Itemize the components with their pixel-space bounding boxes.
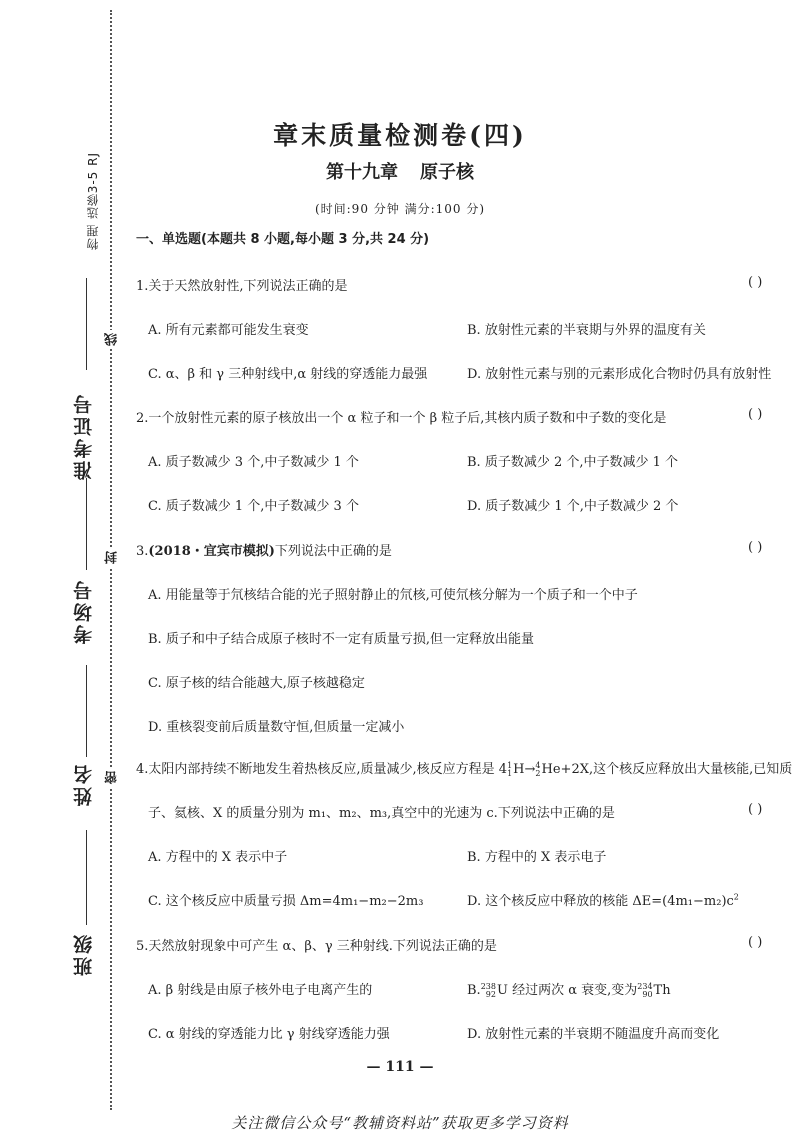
reaction-arrow: →: [524, 762, 536, 777]
question-5-option-d[interactable]: D. 放射性元素的半衰期不随温度升高而变化: [467, 1027, 720, 1042]
question-5-option-a[interactable]: A. β 射线是由原子核外电子电离产生的: [148, 983, 373, 998]
chapter-number: 第十九章: [326, 162, 398, 183]
thorium-nuclide-indices: [637, 983, 652, 999]
question-2-option-d[interactable]: D. 质子数减少 1 个,中子数减少 2 个: [467, 499, 679, 514]
question-3-option-c[interactable]: C. 原子核的结合能越大,原子核越稳定: [148, 676, 365, 691]
question-5-option-b-text: 经过两次 α 衰变,变为: [512, 983, 638, 998]
subject-label: 物理 选修3-5 RJ: [86, 152, 100, 251]
class-blank[interactable]: [86, 830, 87, 925]
question-4-option-c[interactable]: C. 这个核反应中质量亏损 Δm=4m₁−m₂−2m₃: [148, 894, 424, 909]
question-3-option-a[interactable]: A. 用能量等于氘核结合能的光子照射静止的氘核,可使氘核分解为一个质子和一个中子: [148, 588, 638, 603]
seal-word-secret: 密: [103, 768, 122, 787]
exam-id-blank[interactable]: [86, 278, 87, 370]
question-4-option-d-exponent: 2: [733, 892, 739, 902]
uranium-charge-number: 92: [485, 989, 496, 999]
question-2-answer-blank[interactable]: ( ): [748, 407, 763, 422]
question-4-stem-line-2: 子、氦核、X 的质量分别为 m₁、m₂、m₃,真空中的光速为 c.下列说法中正确的是: [148, 806, 615, 821]
question-1-option-c[interactable]: C. α、β 和 γ 三种射线中,α 射线的穿透能力最强: [148, 367, 428, 382]
chapter-topic: 原子核: [420, 162, 474, 183]
question-2-option-a[interactable]: A. 质子数减少 3 个,中子数减少 1 个: [148, 455, 359, 470]
uranium-symbol: U: [496, 983, 508, 998]
question-3-answer-blank[interactable]: ( ): [748, 540, 763, 555]
question-4-stem-line-1: [136, 758, 792, 778]
question-5-option-c[interactable]: C. α 射线的穿透能力比 γ 射线穿透能力强: [148, 1027, 390, 1042]
question-5-answer-blank[interactable]: ( ): [748, 935, 763, 950]
question-4-option-d[interactable]: [467, 890, 739, 909]
exam-room-blank[interactable]: [86, 478, 87, 570]
question-2-option-c[interactable]: C. 质子数减少 1 个,中子数减少 3 个: [148, 499, 359, 514]
footer-note: 关注微信公众号“教辅资料站”获取更多学习资料: [231, 1114, 569, 1132]
question-4-option-d-text: D. 这个核反应中释放的核能 ΔE=(4m₁−m₂)c: [467, 894, 734, 909]
helium-charge-number: 2: [535, 768, 541, 778]
question-1-answer-blank[interactable]: ( ): [748, 275, 763, 290]
question-3-option-b[interactable]: B. 质子和中子结合成原子核时不一定有质量亏损,但一定释放出能量: [148, 632, 534, 647]
section-heading: 一、单选题(本题共 8 小题,每小题 3 分,共 24 分): [136, 232, 430, 247]
name-blank[interactable]: [86, 665, 87, 757]
question-4-option-a[interactable]: A. 方程中的 X 表示中子: [148, 850, 288, 865]
page-number: — 111 —: [366, 1059, 434, 1075]
question-1-option-b[interactable]: B. 放射性元素的半衰期与外界的温度有关: [467, 323, 706, 338]
question-2-option-b[interactable]: B. 质子数减少 2 个,中子数减少 1 个: [467, 455, 679, 470]
hydrogen-symbol: H: [513, 762, 525, 777]
page-title: 章末质量检测卷(四): [273, 121, 527, 150]
uranium-nuclide-indices: [481, 983, 496, 999]
question-1-option-d[interactable]: D. 放射性元素与别的元素形成化合物时仍具有放射性: [467, 367, 772, 382]
helium-nuclide-indices: [535, 762, 540, 778]
question-3-number: 3.: [136, 544, 149, 559]
hydrogen-nuclide-indices: [507, 762, 512, 778]
question-4-answer-blank[interactable]: ( ): [748, 802, 763, 817]
question-4-text-b: +2X,这个核反应释放出大量核能,已知质: [560, 762, 793, 777]
question-5-option-b-label: B.: [467, 983, 481, 998]
question-4-option-b[interactable]: B. 方程中的 X 表示电子: [467, 850, 607, 865]
exam-id-label: 准考证号: [73, 392, 95, 480]
question-1-stem: 1.关于天然放射性,下列说法正确的是: [136, 279, 348, 294]
uranium-mass-number: 238: [480, 981, 496, 991]
thorium-symbol: Th: [653, 983, 671, 998]
hydrogen-charge-number: 1: [507, 768, 513, 778]
thorium-mass-number: 234: [637, 981, 653, 991]
name-label: 姓名: [73, 762, 95, 806]
question-3-stem: [136, 540, 392, 559]
exam-room-label: 考场号: [73, 578, 95, 644]
question-5-option-b[interactable]: [467, 979, 671, 999]
question-1-option-a[interactable]: A. 所有元素都可能发生衰变: [148, 323, 309, 338]
question-5-stem: 5.天然放射现象中可产生 α、β、γ 三种射线.下列说法正确的是: [136, 939, 497, 954]
time-score-info: (时间:90 分钟 满分:100 分): [314, 202, 486, 216]
hydrogen-mass-number: 1: [507, 760, 513, 770]
question-3-option-d[interactable]: D. 重核裂变前后质量数守恒,但质量一定减小: [148, 720, 405, 735]
chapter-subtitle: [0, 158, 800, 184]
question-2-stem: 2.一个放射性元素的原子核放出一个 α 粒子和一个 β 粒子后,其核内质子数和中子数的变化是: [136, 411, 667, 426]
thorium-charge-number: 90: [642, 989, 653, 999]
helium-symbol: He: [541, 762, 561, 777]
question-4-text-a: 4.太阳内部持续不断地发生着热核反应,质量减少,核反应方程是 4: [136, 762, 508, 777]
seal-word-line: 线: [103, 330, 122, 349]
question-3-text: 下列说法中正确的是: [274, 544, 392, 559]
seal-word-seal: 封: [103, 548, 122, 567]
class-label: 班级: [73, 932, 95, 976]
helium-mass-number: 4: [535, 760, 541, 770]
question-3-source: (2018・宜宾市模拟): [148, 544, 275, 559]
